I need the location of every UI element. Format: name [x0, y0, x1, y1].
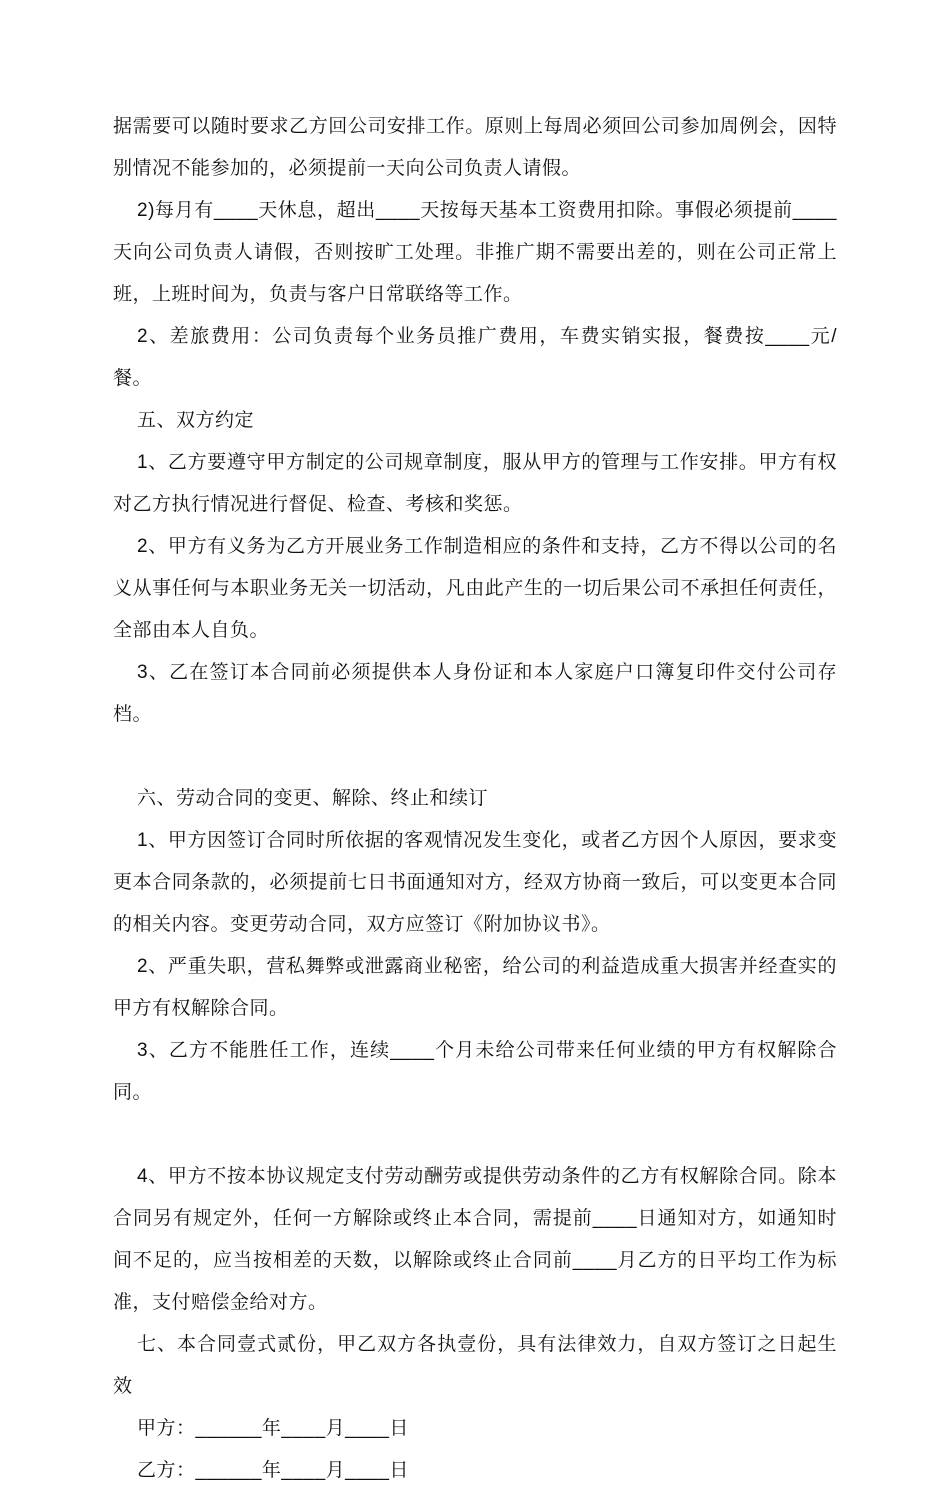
- clause-6-1-contract-change: 1、甲方因签订合同时所依据的客观情况发生变化，或者乙方因个人原因，要求变更本合同条款的，必须提前七日书面通知对方，经双方协商一致后，可以变更本合同的相关内容。变更劳动合同，双方应签订《附加协议书》。: [113, 830, 837, 935]
- document-body: [113, 106, 837, 1492]
- clause-work-arrangement-continuation: 据需要可以随时要求乙方回公司安排工作。原则上每周必须回公司参加周例会，因特别情况不能参加的，必须提前一天向公司负责人请假。: [113, 116, 837, 179]
- signature-party-a: 甲方：______年____月____日: [137, 1418, 409, 1439]
- signature-party-b: 乙方：______年____月____日: [137, 1460, 409, 1481]
- clause-5-3-id-documents: 3、乙在签订本合同前必须提供本人身份证和本人家庭户口簿复印件交付公司存档。: [113, 662, 837, 725]
- section-5-heading: 五、双方约定: [137, 410, 255, 431]
- clause-6-4-termination-notice: 4、甲方不按本协议规定支付劳动酬劳或提供劳动条件的乙方有权解除合同。除本合同另有规定外，任何一方解除或终止本合同，需提前____日通知对方，如通知时间不足的，应当按相差的天数，以解除或终止合同前____月乙方的日平均工作为标准，支付赔偿金给对方。: [113, 1166, 837, 1313]
- clause-6-3-incompetence: 3、乙方不能胜任工作，连续____个月未给公司带来任何业绩的甲方有权解除合同。: [113, 1040, 837, 1103]
- clause-5-2-obligations: 2、甲方有义务为乙方开展业务工作制造相应的条件和支持，乙方不得以公司的名义从事任何与本职业务无关一切活动，凡由此产生的一切后果公司不承担任何责任，全部由本人自负。: [113, 536, 837, 641]
- clause-rest-days: 2)每月有____天休息，超出____天按每天基本工资费用扣除。事假必须提前____天向公司负责人请假，否则按旷工处理。非推广期不需要出差的，则在公司正常上班，上班时间为，负责与客户日常联络等工作。: [113, 200, 837, 305]
- clause-5-1-rules-compliance: 1、乙方要遵守甲方制定的公司规章制度，服从甲方的管理与工作安排。甲方有权对乙方执行情况进行督促、检查、考核和奖惩。: [113, 452, 837, 515]
- section-7-effectiveness: 七、本合同壹式贰份，甲乙双方各执壹份，具有法律效力，自双方签订之日起生效: [113, 1334, 837, 1397]
- section-6-heading: 六、劳动合同的变更、解除、终止和续订: [137, 788, 489, 809]
- clause-6-2-dereliction: 2、严重失职，营私舞弊或泄露商业秘密，给公司的利益造成重大损害并经查实的甲方有权解除合同。: [113, 956, 837, 1019]
- clause-travel-expenses: 2、差旅费用：公司负责每个业务员推广费用，车费实销实报，餐费按____元/餐。: [113, 326, 837, 389]
